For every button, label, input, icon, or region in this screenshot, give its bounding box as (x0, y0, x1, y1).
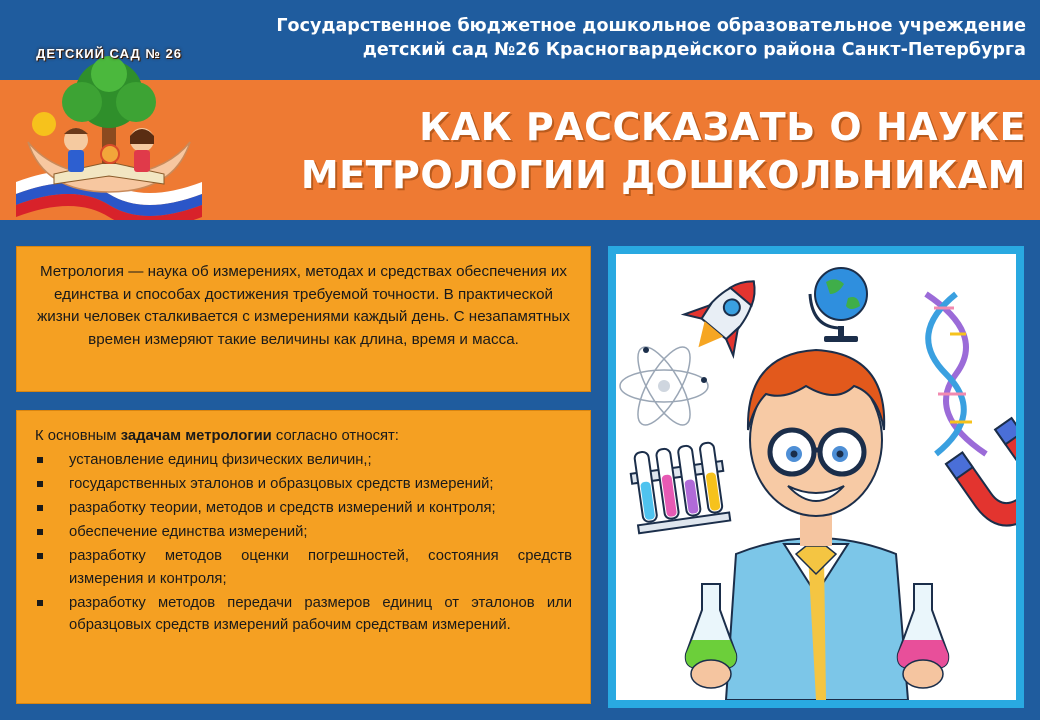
illustration-frame (608, 246, 1024, 708)
logo-emblem (14, 42, 204, 220)
globe-icon (810, 268, 867, 342)
scientist-boy-illustration (616, 254, 1016, 700)
tasks-list (35, 449, 572, 637)
tasks-box (16, 410, 591, 704)
list-item: государственных эталонов и образцовых средств измерений; (35, 473, 572, 496)
organization-name (186, 14, 1026, 62)
page-title (226, 103, 1026, 199)
test-tubes-icon (628, 441, 730, 533)
flask-left (686, 584, 737, 688)
tasks-lead-bold: задачам метрологии (120, 428, 272, 444)
tasks-lead-prefix: К основным (35, 428, 121, 444)
dna-icon (926, 294, 986, 454)
tasks-lead-suffix: согласно относят: (271, 428, 399, 444)
title-line-1: КАК РАССКАЗАТЬ О НАУКЕ (419, 105, 1026, 149)
atom-icon (620, 340, 708, 432)
list-item: обеспечение единства измерений; (35, 521, 572, 544)
logo-graphic (14, 42, 204, 220)
list-item: разработку методов оценки погрешностей, состояния средств измерения и контроля; (35, 545, 572, 590)
boy-figure (686, 350, 949, 700)
list-item: разработку теории, методов и средств измерений и контроля; (35, 497, 572, 520)
logo-text: ДЕТСКИЙ САД № 26 (36, 46, 182, 61)
list-item: разработку методов передачи размеров единиц от эталонов или образцовых средств измерений рабочим средствам измерений. (35, 592, 572, 637)
org-line-1: Государственное бюджетное дошкольное образовательное учреждение (276, 16, 1026, 36)
tasks-lead (35, 425, 572, 447)
flask-right (898, 584, 949, 688)
intro-text: Метрология — наука об измерениях, методах и средствах обеспечения их единства и способах достижения требуемой точности. В практической жизни человек сталкивается с измерениями каждый день. С незапамятных времен измеряют такие величины как длина, время и масса. (37, 263, 570, 348)
intro-box (16, 246, 591, 392)
org-line-2: детский сад №26 Красногвардейского района Санкт-Петербурга (362, 40, 1026, 60)
list-item: установление единиц физических величин,; (35, 449, 572, 472)
title-line-2: МЕТРОЛОГИИ ДОШКОЛЬНИКАМ (300, 153, 1026, 197)
illustration-panel (616, 254, 1016, 700)
